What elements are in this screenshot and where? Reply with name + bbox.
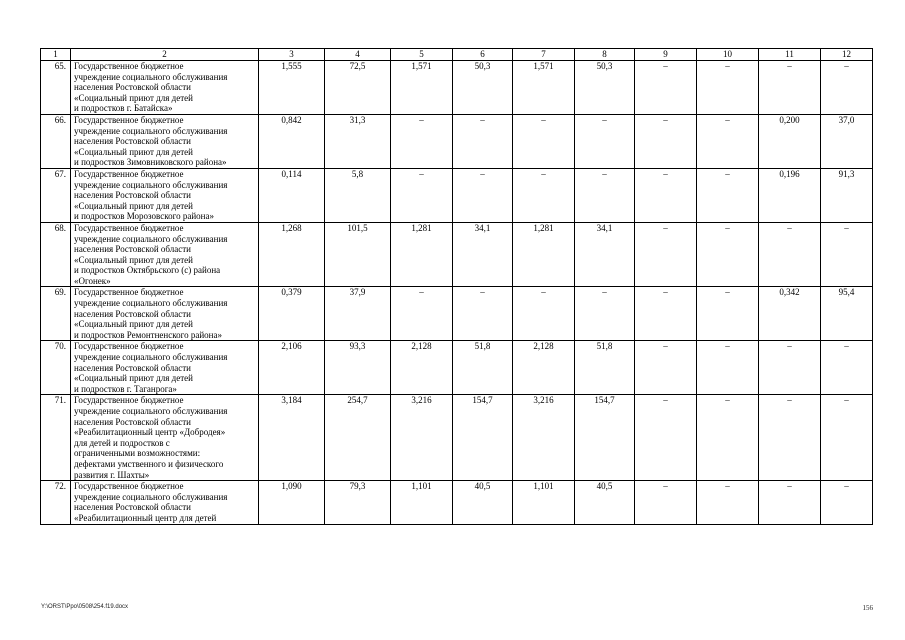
value-cell: – xyxy=(635,168,697,222)
value-cell: – xyxy=(697,395,759,481)
table-row xyxy=(41,341,873,395)
value-cell: 1,268 xyxy=(259,222,325,287)
value-cell: 2,128 xyxy=(513,341,575,395)
institution-name xyxy=(71,481,259,524)
institution-name xyxy=(71,168,259,222)
row-number: 65. xyxy=(41,61,71,115)
name-line: для детей и подростков с xyxy=(74,437,170,448)
name-line: учреждение социального обслуживания xyxy=(74,71,228,82)
table-row xyxy=(41,114,873,168)
value-cell: – xyxy=(391,114,453,168)
value-cell: 1,555 xyxy=(259,61,325,115)
name-line: «Реабилитационный центр для детей xyxy=(74,512,217,523)
value-cell: 1,571 xyxy=(391,61,453,115)
value-cell: – xyxy=(697,61,759,115)
value-cell: – xyxy=(635,287,697,341)
name-line: развития г. Шахты» xyxy=(74,469,150,480)
value-cell: – xyxy=(759,222,821,287)
value-cell: – xyxy=(453,168,513,222)
name-line: учреждение социального обслуживания xyxy=(74,352,228,363)
value-cell: – xyxy=(697,168,759,222)
value-cell: – xyxy=(575,287,635,341)
column-header: 8 xyxy=(575,49,635,61)
table-row xyxy=(41,61,873,115)
name-line: Государственное бюджетное xyxy=(74,395,184,406)
row-number: 69. xyxy=(41,287,71,341)
value-cell: – xyxy=(697,222,759,287)
value-cell: 1,281 xyxy=(391,222,453,287)
name-line: учреждение социального обслуживания xyxy=(74,298,228,309)
value-cell: 34,1 xyxy=(575,222,635,287)
value-cell: – xyxy=(453,287,513,341)
name-line: «Социальный приют для детей xyxy=(74,92,193,103)
value-cell: 0,114 xyxy=(259,168,325,222)
value-cell: – xyxy=(513,114,575,168)
column-header: 5 xyxy=(391,49,453,61)
value-cell: – xyxy=(575,114,635,168)
row-number: 67. xyxy=(41,168,71,222)
name-line: и подростков г. Батайска» xyxy=(74,103,173,114)
name-line: Государственное бюджетное xyxy=(74,114,184,125)
name-line: населения Ростовской области xyxy=(74,244,191,255)
value-cell: – xyxy=(635,114,697,168)
name-line: населения Ростовской области xyxy=(74,416,191,427)
institution-name xyxy=(71,61,259,115)
institution-name xyxy=(71,395,259,481)
name-line: ограниченными возможностями: xyxy=(74,448,201,459)
value-cell: 40,5 xyxy=(575,481,635,524)
name-line: учреждение социального обслуживания xyxy=(74,491,228,502)
column-header: 6 xyxy=(453,49,513,61)
value-cell: 51,8 xyxy=(575,341,635,395)
name-line: и подростков г. Таганрога» xyxy=(74,383,177,394)
institution-name xyxy=(71,222,259,287)
value-cell: 3,184 xyxy=(259,395,325,481)
name-line: населения Ростовской области xyxy=(74,136,191,147)
column-header: 10 xyxy=(697,49,759,61)
name-line: учреждение социального обслуживания xyxy=(74,179,228,190)
column-header: 11 xyxy=(759,49,821,61)
value-cell: 0,379 xyxy=(259,287,325,341)
institution-name xyxy=(71,114,259,168)
column-header: 2 xyxy=(71,49,259,61)
value-cell: – xyxy=(697,114,759,168)
value-cell: – xyxy=(821,61,873,115)
value-cell: – xyxy=(635,61,697,115)
value-cell: – xyxy=(513,168,575,222)
name-line: «Социальный приют для детей xyxy=(74,319,193,330)
name-line: учреждение социального обслуживания xyxy=(74,233,228,244)
value-cell: 93,3 xyxy=(325,341,391,395)
name-line: и подростков Ремонтненского района» xyxy=(74,329,222,340)
value-cell: 0,842 xyxy=(259,114,325,168)
institution-name xyxy=(71,287,259,341)
value-cell: 0,342 xyxy=(759,287,821,341)
value-cell: 1,281 xyxy=(513,222,575,287)
value-cell: 1,101 xyxy=(391,481,453,524)
name-line: Государственное бюджетное xyxy=(74,61,184,71)
name-line: и подростков Октябрьского (с) района xyxy=(74,265,221,276)
name-line: и подростков Зимовниковского района» xyxy=(74,157,227,168)
value-cell: 3,216 xyxy=(391,395,453,481)
row-number: 71. xyxy=(41,395,71,481)
name-line: и подростков Морозовского района» xyxy=(74,211,214,222)
column-header: 3 xyxy=(259,49,325,61)
value-cell: 1,101 xyxy=(513,481,575,524)
name-line: Государственное бюджетное xyxy=(74,341,184,352)
name-line: «Огонек» xyxy=(74,275,111,286)
value-cell: 50,3 xyxy=(575,61,635,115)
value-cell: 154,7 xyxy=(575,395,635,481)
table-row xyxy=(41,222,873,287)
value-cell: – xyxy=(453,114,513,168)
value-cell: – xyxy=(635,395,697,481)
table-row xyxy=(41,168,873,222)
value-cell: 50,3 xyxy=(453,61,513,115)
value-cell: 37,0 xyxy=(821,114,873,168)
name-line: Государственное бюджетное xyxy=(74,481,184,492)
value-cell: 40,5 xyxy=(453,481,513,524)
value-cell: 51,8 xyxy=(453,341,513,395)
value-cell: – xyxy=(821,481,873,524)
value-cell: – xyxy=(759,61,821,115)
name-line: «Социальный приют для детей xyxy=(74,254,193,265)
column-header: 9 xyxy=(635,49,697,61)
name-line: «Реабилитационный центр «Добродея» xyxy=(74,427,226,438)
value-cell: 0,196 xyxy=(759,168,821,222)
row-number: 66. xyxy=(41,114,71,168)
name-line: Государственное бюджетное xyxy=(74,287,184,298)
value-cell: – xyxy=(635,341,697,395)
value-cell: 37,9 xyxy=(325,287,391,341)
value-cell: 5,8 xyxy=(325,168,391,222)
column-header: 4 xyxy=(325,49,391,61)
table-row xyxy=(41,481,873,524)
value-cell: – xyxy=(635,222,697,287)
value-cell: 91,3 xyxy=(821,168,873,222)
value-cell: – xyxy=(391,168,453,222)
row-number: 70. xyxy=(41,341,71,395)
value-cell: – xyxy=(759,395,821,481)
name-line: «Социальный приют для детей xyxy=(74,146,193,157)
table-row xyxy=(41,287,873,341)
column-header: 1 xyxy=(41,49,71,61)
column-header: 7 xyxy=(513,49,575,61)
data-table xyxy=(40,48,873,525)
name-line: Государственное бюджетное xyxy=(74,222,184,233)
name-line: Государственное бюджетное xyxy=(74,168,184,179)
value-cell: 72,5 xyxy=(325,61,391,115)
name-line: учреждение социального обслуживания xyxy=(74,406,228,416)
name-line: «Социальный приют для детей xyxy=(74,373,193,384)
value-cell: – xyxy=(391,287,453,341)
value-cell: 31,3 xyxy=(325,114,391,168)
row-number: 72. xyxy=(41,481,71,524)
table-row xyxy=(41,395,873,481)
value-cell: – xyxy=(513,287,575,341)
value-cell: 254,7 xyxy=(325,395,391,481)
value-cell: 101,5 xyxy=(325,222,391,287)
value-cell: 2,106 xyxy=(259,341,325,395)
name-line: населения Ростовской области xyxy=(74,190,191,201)
name-line: учреждение социального обслуживания xyxy=(74,125,228,136)
value-cell: – xyxy=(575,168,635,222)
value-cell: – xyxy=(697,287,759,341)
value-cell: – xyxy=(697,481,759,524)
name-line: населения Ростовской области xyxy=(74,82,191,93)
row-number: 68. xyxy=(41,222,71,287)
column-header: 12 xyxy=(821,49,873,61)
value-cell: – xyxy=(821,395,873,481)
value-cell: 79,3 xyxy=(325,481,391,524)
name-line: «Социальный приют для детей xyxy=(74,200,193,211)
value-cell: 0,200 xyxy=(759,114,821,168)
value-cell: 1,571 xyxy=(513,61,575,115)
institution-name xyxy=(71,341,259,395)
name-line: населения Ростовской области xyxy=(74,362,191,373)
footer-page-number: 156 xyxy=(862,604,873,612)
value-cell: – xyxy=(759,341,821,395)
footer-file-path: Y:\ORST\Ppo\0508\254.f19.docx xyxy=(41,604,129,610)
header-row xyxy=(41,49,873,61)
value-cell: – xyxy=(635,481,697,524)
value-cell: – xyxy=(821,341,873,395)
value-cell: 2,128 xyxy=(391,341,453,395)
value-cell: – xyxy=(759,481,821,524)
value-cell: 3,216 xyxy=(513,395,575,481)
value-cell: – xyxy=(821,222,873,287)
value-cell: 1,090 xyxy=(259,481,325,524)
table-body xyxy=(41,49,873,525)
value-cell: 154,7 xyxy=(453,395,513,481)
value-cell: 34,1 xyxy=(453,222,513,287)
name-line: дефектами умственного и физического xyxy=(74,458,224,469)
value-cell: 95,4 xyxy=(821,287,873,341)
name-line: населения Ростовской области xyxy=(74,308,191,319)
value-cell: – xyxy=(697,341,759,395)
name-line: населения Ростовской области xyxy=(74,502,191,513)
